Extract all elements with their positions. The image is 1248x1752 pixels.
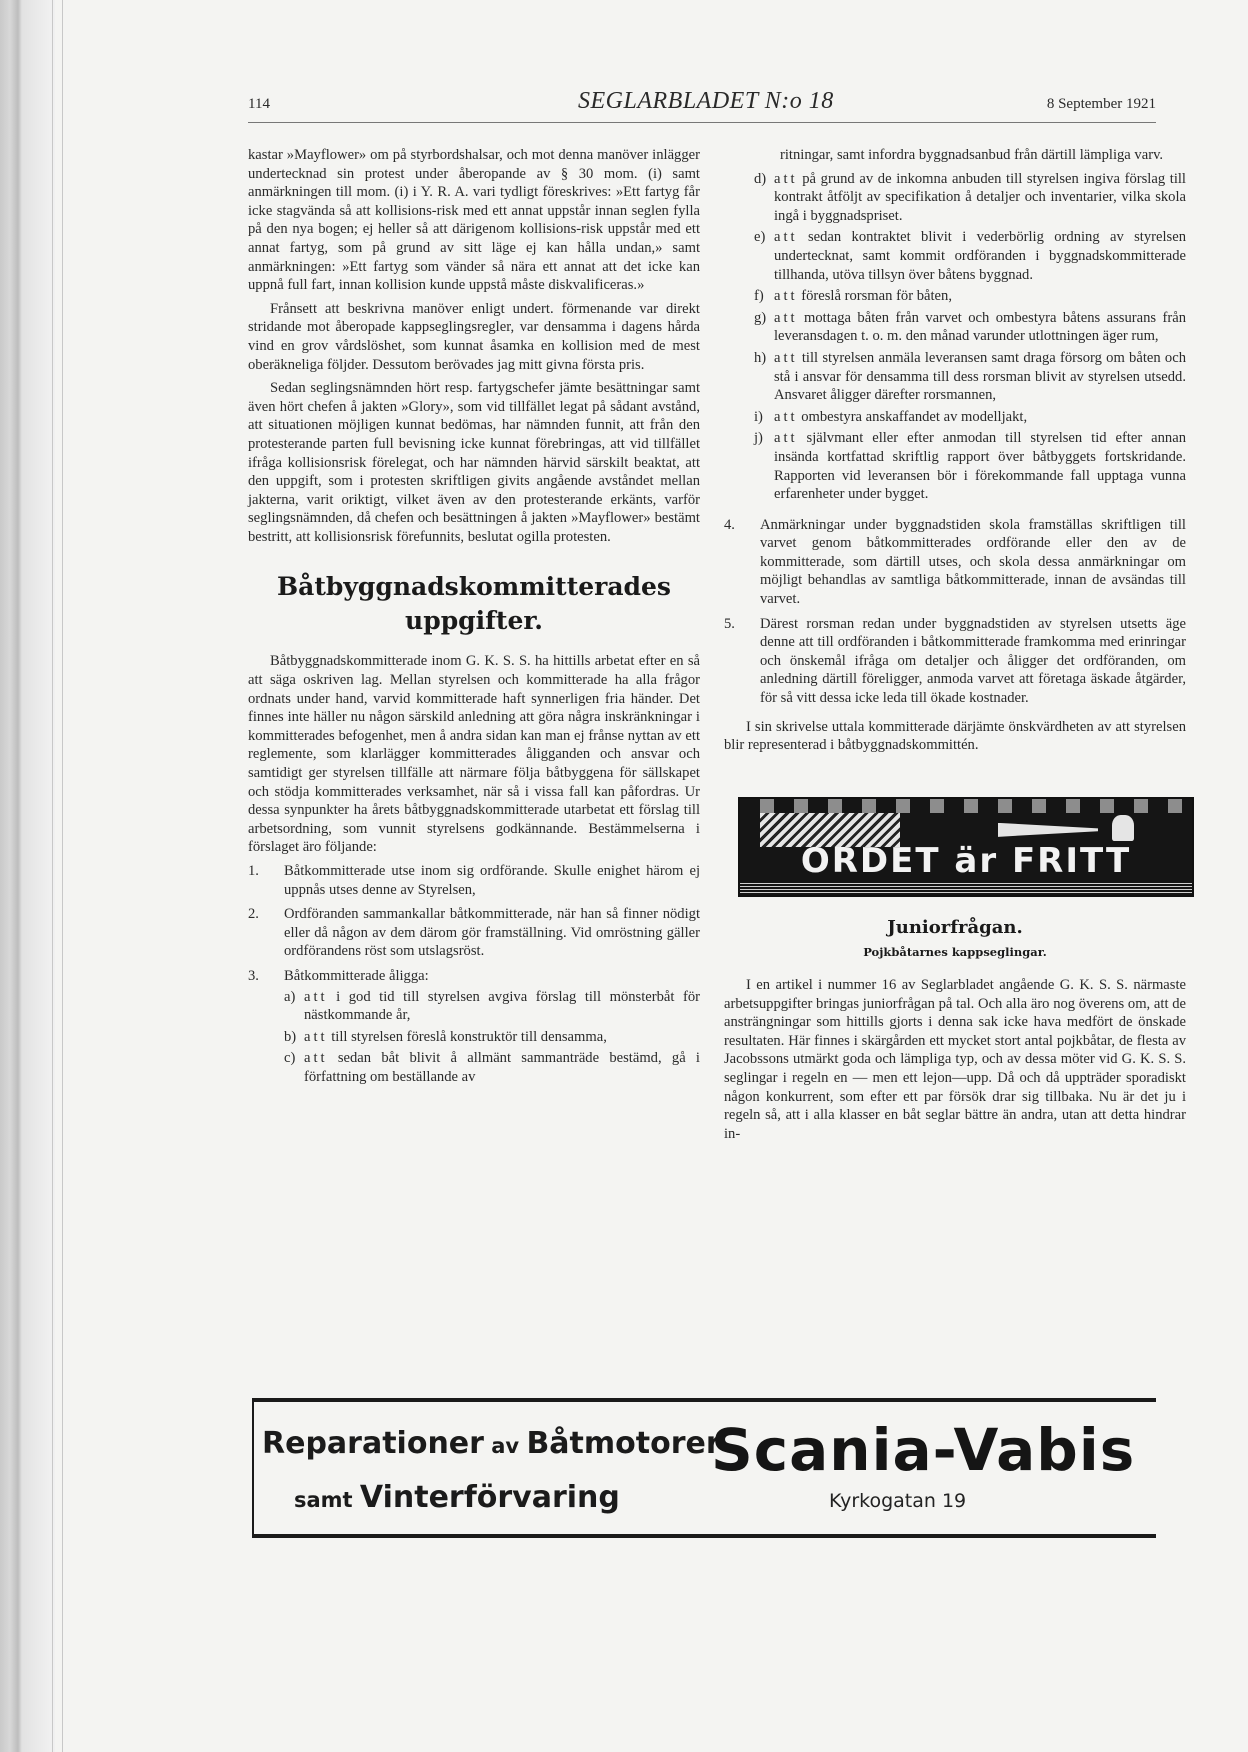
paragraph: I sin skrivelse uttala kommitterade därjämte önskvärdheten av att styrelsen blir representerad i båtbyggnadskommittén. [724, 718, 1186, 754]
megaphone-icon [998, 823, 1098, 837]
paragraph: kastar »Mayflower» om på styrbordshalsar, och mot denna manöver inlägger undertecknad sin protest under åberopande av § 30 mom. (i) samt anmärkningen till mom. (i) i Y. R. A. vari tydligt föreskrives: »Ett fartyg får icke stagvända så att kollisions-risk med ett annat uppstår innan seglen fylla på den nya bogen; ej heller så att därigenom kollisions-risk uppstår med ett annat fartyg, som på grund av sitt läge ej kan hålla undan,» samt anmärkningen: »Ett fartyg som vänder så nära ett annat att det icke kan uppnå full fart, innan kollision kunde uppstå måste diskvalificeras.» [248, 147, 700, 294]
item-text: Båtkommitterade utse inom sig ordförande. Skulle enighet härom ej uppnås utses denne av Styrelsen, [284, 863, 700, 898]
brand-name: Scania-Vabis [711, 1416, 1136, 1484]
sub-text: i god tid till styrelsen avgiva förslag till mönsterbåt för nästkommande år, [304, 988, 700, 1024]
sub-text: ombestyra anskaffandet av modelljakt, [797, 408, 1028, 425]
sub-label: e) [754, 229, 766, 246]
item-number: 3. [248, 967, 259, 984]
paragraph: Sedan seglingsnämnden hört resp. fartygschefer jämte besättningar samt även hört chefen å jakten »Glory», som vid tillfället legat på sådant avstånd, att situationen möjligen kunnat bedömas, har nämnden funnit, att från den protesterande parten full bevisning icke kunnat förebringas, att vid tillfället ifråga kollisionsrisk förelegat, och har nämnden härvid särskilt beaktat, att den uppgift, som i protesten skriftligen givits angående avståndet mellan jakterna, varit oriktigt, vilket även av den protesterande erkänts, varför seglingsnämnden, då chefen och besättningen å jakten »Mayflower» bestämt bestritt, att kollisionsrisk förefunnits, beslutat ogilla protesten. [248, 380, 700, 545]
sub-text: mottaga båten från varvet och ombestyra båtens assurans från leveransdagen t. o. m. den månad varunder utlottningen äger rum, [774, 309, 1186, 345]
section-heading: Båtbyggnadskommitterades uppgifter. [276, 572, 671, 636]
speaker-figure-icon [1112, 815, 1134, 841]
item-text: Båtkommitterade åligga: [284, 967, 429, 984]
ad-text: samt [294, 1488, 360, 1512]
sub-text: till styrelsen anmäla leveransen samt draga försorg om båten och stå i ansvar för densamma till dess rorsman blivit av styrelsen utsedd. Ansvaret åligger därefter rorsmannen, [774, 349, 1186, 404]
list-item [724, 615, 1186, 708]
list-item [248, 967, 700, 986]
sea-decoration [740, 883, 1192, 895]
sublist [248, 988, 700, 1087]
item-text: Anmärkningar under byggnadstiden skola framställas skriftligen till varvet genom båtkommitterades ordförande eller den av de kommitterade, som därtill utses, och skola dessa anmärkningar om möjligt behandlas av samtliga båtkommitterade, innan de avsändas till varvet. [760, 516, 1186, 608]
sub-item [754, 408, 1186, 427]
sub-lead: att [774, 408, 798, 425]
sub-label: f) [754, 288, 764, 305]
sub-item [754, 349, 1186, 405]
item-number: 2. [248, 906, 259, 923]
ordet-ar-fritt-banner [738, 797, 1194, 897]
banner-title: ORDET är FRITT [800, 840, 1132, 881]
publication-title: SEGLARBLADET N:o 18 [578, 88, 834, 114]
sub-label: a) [284, 988, 296, 1005]
left-column [248, 146, 700, 1090]
sub-item [754, 309, 1186, 346]
sub-lead: att [774, 170, 798, 187]
sub-label: i) [754, 408, 763, 425]
sub-item [754, 228, 1186, 284]
ad-text: Reparationer [262, 1426, 484, 1461]
sub-item [284, 1049, 700, 1086]
sub-text: föreslå rorsman för båten, [797, 288, 952, 305]
ad-brand-block [709, 1402, 1154, 1534]
sub-label: j) [754, 430, 763, 447]
sub-text: sedan kontraktet blivit i vederbörlig ordning av styrelsen undertecknat, samt kommit ordföranden i byggnadskommitterade tillhanda, utöva tillsyn över båtens byggnad. [774, 229, 1186, 283]
sub-lead: att [304, 1028, 328, 1045]
issue-date: 8 September 1921 [1046, 96, 1156, 112]
paragraph: I en artikel i nummer 16 av Seglarbladet angående G. K. S. S. närmaste arbetsuppgifter bringas juniorfrågan på tal. Och alla äro nog överens om, att de ansträngningar som hittills gjorts i denna sak icke hava medfört de önskade resultaten. Här finnes i skärgården ett mycket stort antal pojkbåtar, de flesta av Jacobssons utmärkt goda och lämpliga typ, och av dessa möter vid G. K. S. S. seglingar i regeln en — men ett lejon—upp. Då och då uppträder sporadiskt någon konkurrent, som efter ett par försök drar sig tillbaka. Nu är det ju i regeln så, att i alla klasser en båt seglar bättre än andra, utan att detta hindrar in- [724, 977, 1186, 1142]
sub-lead: att [304, 988, 328, 1005]
item-number: 4. [724, 516, 735, 533]
item-number: 1. [248, 863, 259, 879]
sub-item [754, 429, 1186, 503]
sub-item [754, 287, 1186, 306]
sub-lead: att [774, 430, 798, 447]
right-column [724, 146, 1186, 1148]
sub-lead: att [774, 229, 798, 246]
sub-lead: att [304, 1050, 328, 1067]
sub-label: g) [754, 309, 767, 326]
ad-text: Båtmotorer [526, 1426, 721, 1461]
sub-item [284, 988, 700, 1025]
sub-label: b) [284, 1028, 297, 1045]
item-number: 5. [724, 615, 735, 632]
sub-text: självmant eller efter anmodan till styrelsen tid efter annan insända kortfattad skriftlig rapport över båtbyggets fortskridande. Rapporten vid leveransen bör i förekommande fall upptaga vunna erfarenheter under bygget. [774, 430, 1186, 503]
paragraph: Frånsett att beskrivna manöver enligt undert. förmenande var direkt stridande mot åberopade kappseglingsregler, var densamma i dagens hårda vind en grov vårdslöshet, som kunnat åsamka en kollision med de mest oberäkneliga följder. Dessutom berövades jag mitt givna första pris. [248, 300, 700, 373]
sub-lead: att [774, 309, 798, 326]
list-item [248, 862, 700, 899]
sub-label: h) [754, 349, 767, 366]
page-header [248, 88, 1156, 123]
sub-label: c) [284, 1050, 296, 1067]
scania-vabis-advertisement [252, 1398, 1156, 1538]
page-number: 114 [248, 96, 270, 112]
article-heading: Juniorfrågan. [887, 916, 1023, 938]
list-item [724, 516, 1186, 609]
sub-item [754, 170, 1186, 226]
paragraph: ritningar, samt infordra byggnadsanbud från därtill lämpliga varv. [780, 147, 1164, 163]
sub-lead: att [774, 349, 798, 366]
sublist [724, 170, 1186, 504]
ad-text: av [483, 1434, 527, 1458]
brand-address: Kyrkogatan 19 [829, 1490, 967, 1512]
sub-item [284, 1028, 700, 1047]
sub-label: d) [754, 170, 767, 187]
ad-text: Vinterförvaring [359, 1480, 620, 1515]
sub-text: till styrelsen föreslå konstruktör till densamma, [327, 1028, 607, 1045]
list-item [248, 905, 700, 961]
item-text: Ordföranden sammankallar båtkommitterade, när han så finner nödigt eller då någon av dem därom gör framställning. Vid omröstning gäller ordförandens röst som utslagsröst. [284, 906, 700, 960]
sub-lead: att [774, 288, 798, 305]
wave-decoration [740, 799, 1192, 813]
sub-text: sedan båt blivit å allmänt sammanträde bestämd, gå i författning om beställande av [304, 1050, 700, 1085]
paragraph: Båtbyggnadskommitterade inom G. K. S. S. ha hittills arbetat efter en så att säga oskriven lag. Mellan styrelsen och kommitterade ha alla frågor ordnats under hand, varvid kommitterade haft synnerligen fria händer. Det finnes inte häller nu någon särskild anledning att göra några inskränkningar i kommitterades befogenhet, men å andra sidan kan man ej frånse nyttan av ett reglemente, som klarlägger kommitterades åligganden och ansvar och samtidigt ger styrelsen tillfälle att närmare följa båtbyggena för sällskapet och stödja kommitterades verksamhet, när så i vissa fall kan påfordras. Ur dessa synpunkter ha årets båtbyggnadskommitterade utarbetat ett förslag till arbetsordning, som vunnit styrelsens godkännande. Bestämmelserna i förslaget äro följande: [248, 653, 700, 856]
sub-text: på grund av de inkomna anbuden till styrelsen ingiva förslag till kontrakt åtföljt av specifikation å detaljer och inventarier, vilka skola ingå i byggnadspriset. [774, 170, 1186, 224]
ad-service-text [254, 1402, 721, 1534]
item-text: Därest rorsman redan under byggnadstiden av styrelsen utsetts äge denne att till ordföranden i båtkommitterade framkomma med erinringar och önskemål ifråga om detaljer och åligger det ordföranden, om anledning därtill föreligger, anmoda varvet att företaga äskade åtgärder, för så vitt dessa icke leda till ökade kostnader. [760, 615, 1186, 707]
article-subheading: Pojkbåtarnes kappseglingar. [863, 945, 1047, 960]
